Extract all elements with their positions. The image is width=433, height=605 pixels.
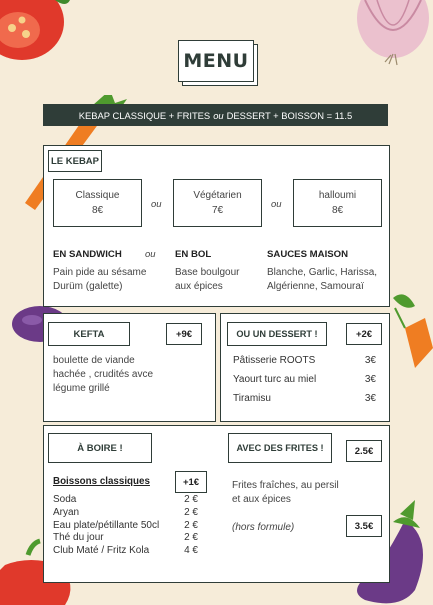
classics-heading: Boissons classiques bbox=[53, 476, 150, 487]
dessert-item-name: Pâtisserie ROOTS bbox=[233, 355, 316, 366]
kebap-option-halloumi[interactable] bbox=[293, 179, 382, 227]
dessert-item-price: 3€ bbox=[364, 355, 376, 366]
onion-icon bbox=[345, 0, 433, 66]
option-name: Classique bbox=[75, 190, 120, 201]
fries-note-price: 3.5€ bbox=[346, 515, 382, 537]
fries-line-1: Frites fraîches, au persil bbox=[232, 480, 339, 491]
fries-label: AVEC DES FRITES ! bbox=[228, 433, 332, 463]
option-price: 7€ bbox=[211, 205, 224, 216]
classics-price: +1€ bbox=[175, 471, 207, 493]
combo-offer-banner bbox=[43, 104, 388, 126]
fries-line-2: et aux épices bbox=[232, 494, 291, 505]
banner-ou: ou bbox=[213, 109, 224, 121]
dessert-item-price: 3€ bbox=[364, 374, 376, 385]
sandwich-or: ou bbox=[145, 249, 156, 260]
dessert-item-price: 3€ bbox=[364, 393, 376, 404]
kebap-option-vegetarien[interactable] bbox=[173, 179, 262, 227]
bol-line-1: Base boulgour bbox=[175, 267, 240, 278]
sandwich-line-1: Pain pide au sésame bbox=[53, 267, 147, 278]
kefta-price: +9€ bbox=[166, 323, 202, 345]
kefta-line-3: légume grillé bbox=[53, 383, 110, 394]
sandwich-heading: EN SANDWICH bbox=[53, 249, 122, 260]
kefta-line-1: boulette de viande bbox=[53, 355, 135, 366]
tomato-icon bbox=[0, 0, 80, 70]
or-separator: ou bbox=[151, 199, 162, 210]
banner-part1: KEBAP CLASSIQUE + FRITES bbox=[78, 109, 211, 121]
fries-price: 2.5€ bbox=[346, 440, 382, 462]
drink-item-price: 2 € bbox=[184, 520, 198, 531]
drink-item-price: 2 € bbox=[184, 507, 198, 518]
option-price: 8€ bbox=[91, 205, 104, 216]
option-name: halloumi bbox=[318, 190, 357, 201]
drink-item-name: Thé du jour bbox=[53, 532, 104, 543]
or-separator: ou bbox=[271, 199, 282, 210]
fries-note: (hors formule) bbox=[232, 522, 295, 533]
kefta-label: KEFTA bbox=[48, 322, 130, 346]
sauces-heading: SAUCES MAISON bbox=[267, 249, 349, 260]
herb-sprig-icon bbox=[385, 288, 433, 378]
sandwich-line-2: Durüm (galette) bbox=[53, 281, 123, 292]
drink-item-price: 2 € bbox=[184, 532, 198, 543]
dessert-label: OU UN DESSERT ! bbox=[227, 322, 327, 346]
drink-item-price: 4 € bbox=[184, 545, 198, 556]
kebap-option-classique[interactable] bbox=[53, 179, 142, 227]
sauces-line-1: Blanche, Garlic, Harissa, bbox=[267, 267, 378, 278]
dessert-item-name: Tiramisu bbox=[233, 393, 271, 404]
dessert-price: +2€ bbox=[346, 323, 382, 345]
kebap-label: LE KEBAP bbox=[48, 150, 102, 172]
option-price: 8€ bbox=[331, 205, 344, 216]
option-name: Végétarien bbox=[193, 190, 242, 201]
page-title: MENU bbox=[178, 40, 254, 82]
bol-line-2: aux épices bbox=[175, 281, 223, 292]
drink-item-price: 2 € bbox=[184, 494, 198, 505]
dessert-item-name: Yaourt turc au miel bbox=[233, 374, 317, 385]
bol-heading: EN BOL bbox=[175, 249, 212, 260]
drink-item-name: Eau plate/pétillante 50cl bbox=[53, 520, 160, 531]
drink-item-name: Club Maté / Fritz Kola bbox=[53, 545, 150, 556]
banner-part2: DESSERT + BOISSON = 11.5 bbox=[226, 109, 353, 121]
sauces-line-2: Algérienne, Samouraï bbox=[267, 281, 364, 292]
kefta-line-2: hachée , crudités avce bbox=[53, 369, 154, 380]
drink-item-name: Aryan bbox=[53, 507, 80, 518]
drink-item-name: Soda bbox=[53, 494, 77, 505]
drinks-label: À BOIRE ! bbox=[48, 433, 152, 463]
